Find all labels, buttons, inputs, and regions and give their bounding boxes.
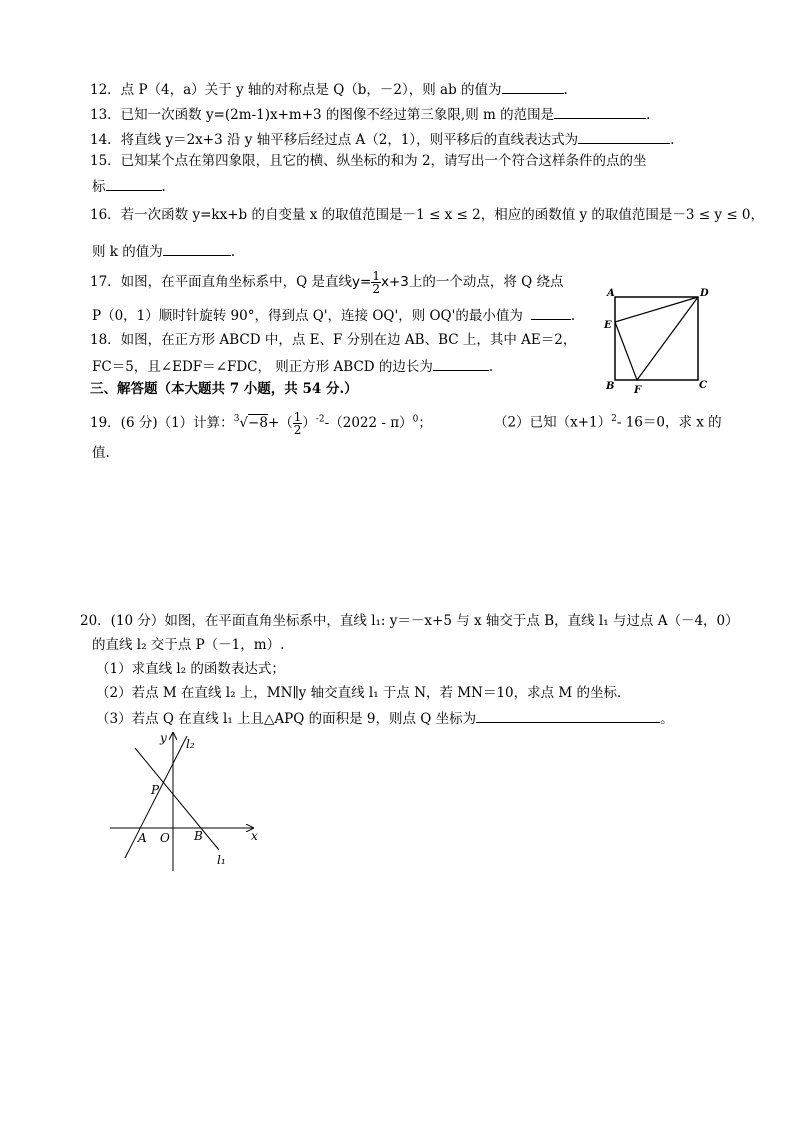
question-20-line1: 20．(10 分）如图，在平面直角坐标系中，直线 l₁: y＝－x+5 与 x 轴交于点 B，直线 l₁ 与过点 A（－4，0） [80, 613, 739, 629]
answer-blank[interactable] [476, 708, 660, 723]
segment-ed [615, 297, 698, 322]
question-13: 13．已知一次函数 y=(2m-1)x+m+3 的图像不经过第三象限,则 m 的范围是 . [90, 104, 650, 124]
question-19-line1: 19．(6 分)（1）计算：$^3$√−8+（ $\frac{1}{2}$ ）$^{-2}$-（2022 - π）$^0$； [90, 410, 432, 437]
label-a: A [607, 288, 615, 299]
question-15-line2: 标 . [92, 176, 166, 196]
label-x: x [251, 829, 258, 843]
label-o: O [160, 831, 170, 845]
root-sign: √ [239, 415, 249, 431]
question-16-line1 [90, 206, 764, 224]
label-y: y [160, 731, 167, 745]
question-18-line1: 18．如图，在正方形 ABCD 中，点 E、F 分别在边 AB、BC 上，其中 AE＝2， [90, 332, 577, 348]
section-heading: 三、解答题（本大题共 7 小题，共 54 分.） [90, 381, 358, 397]
label-p: P [151, 783, 160, 797]
answer-blank[interactable] [433, 356, 489, 371]
label-a: A [138, 831, 147, 845]
answer-blank[interactable] [531, 305, 571, 320]
question-16-text: 16．若一次函数 y=kx+b 的自变量 x 的取值范围是－1 ≤ x ≤ 2，相应的函数值 y 的取值范围是－3 ≤ y ≤ 0， [90, 207, 765, 223]
label-c: C [699, 380, 707, 391]
line-l1 [135, 748, 219, 850]
line-l2 [125, 736, 187, 858]
square-abcd-figure [603, 285, 713, 397]
label-b: B [606, 381, 615, 392]
question-20-line2: 的直线 l₂ 交于点 P（－1，m）. [92, 637, 285, 653]
question-15-line1 [90, 152, 647, 170]
label-l1: l₁ [217, 853, 226, 867]
fraction: $\frac{1}{2}$ [293, 410, 302, 437]
coordinate-figure [105, 728, 270, 873]
answer-blank[interactable] [554, 104, 646, 119]
question-14: 14．将直线 y＝2x+3 沿 y 轴平移后经过点 A（2，1），则平移后的直线表达式为 . [90, 129, 674, 149]
question-12-text: 12．点 P（4，a）关于 y 轴的对称点是 Q（b，－2），则 ab 的值为 [90, 82, 502, 98]
question-19-line2: 值. [92, 445, 110, 461]
answer-blank[interactable] [502, 79, 564, 94]
question-20-sub1: （1）求直线 l₂ 的函数表达式； [96, 661, 285, 677]
label-f: F [634, 385, 642, 396]
question-19-part2: （2）已知$(x+1)^2-$ 16＝0，求 x 的 [494, 414, 722, 431]
segment-fd [637, 297, 698, 380]
question-17-line1: 17．如图，在平面直角坐标系中，Q 是直线y= $\frac{1}{2}$ x+3上的一个动点，将 Q 绕点 [90, 269, 564, 296]
question-20-sub3: （3）若点 Q 在直线 l₁ 上且△APQ 的面积是 9，则点 Q 坐标为 。 [96, 708, 674, 728]
label-e: E [604, 320, 612, 331]
label-d: D [700, 288, 709, 299]
answer-blank[interactable] [578, 129, 670, 144]
segment-ef [615, 322, 637, 380]
answer-blank[interactable] [163, 241, 231, 256]
question-20-sub2: （2）若点 M 在直线 l₂ 上，MN∥y 轴交直线 l₁ 于点 N，若 MN＝10，求点 M 的坐标． [96, 685, 631, 701]
label-l2: l₂ [186, 737, 195, 751]
question-16-line2: 则 k 的值为 . [92, 241, 235, 261]
question-18-line2: FC＝5，且∠EDF＝∠FDC， 则正方形 ABCD 的边长为 . [92, 356, 493, 376]
question-15-text: 15．已知某个点在第四象限，且它的横、纵坐标的和为 2，请写出一个符合这样条件的点的坐 [90, 153, 647, 169]
fraction: $\frac{1}{2}$ [372, 269, 380, 296]
question-12: 12．点 P（4，a）关于 y 轴的对称点是 Q（b，－2），则 ab 的值为 . [90, 79, 568, 99]
question-13-text: 13．已知一次函数 y=(2m-1)x+m+3 的图像不经过第三象限,则 m 的范围是 [90, 107, 555, 123]
answer-blank[interactable] [106, 176, 162, 191]
question-14-text: 14．将直线 y＝2x+3 沿 y 轴平移后经过点 A（2，1），则平移后的直线表达式为 [90, 132, 579, 148]
label-b: B [194, 829, 203, 843]
question-17-line2: P（0，1）顺时针旋转 90°，得到点 Q'，连接 OQ'，则 OQ'的最小值为 . [92, 305, 575, 325]
